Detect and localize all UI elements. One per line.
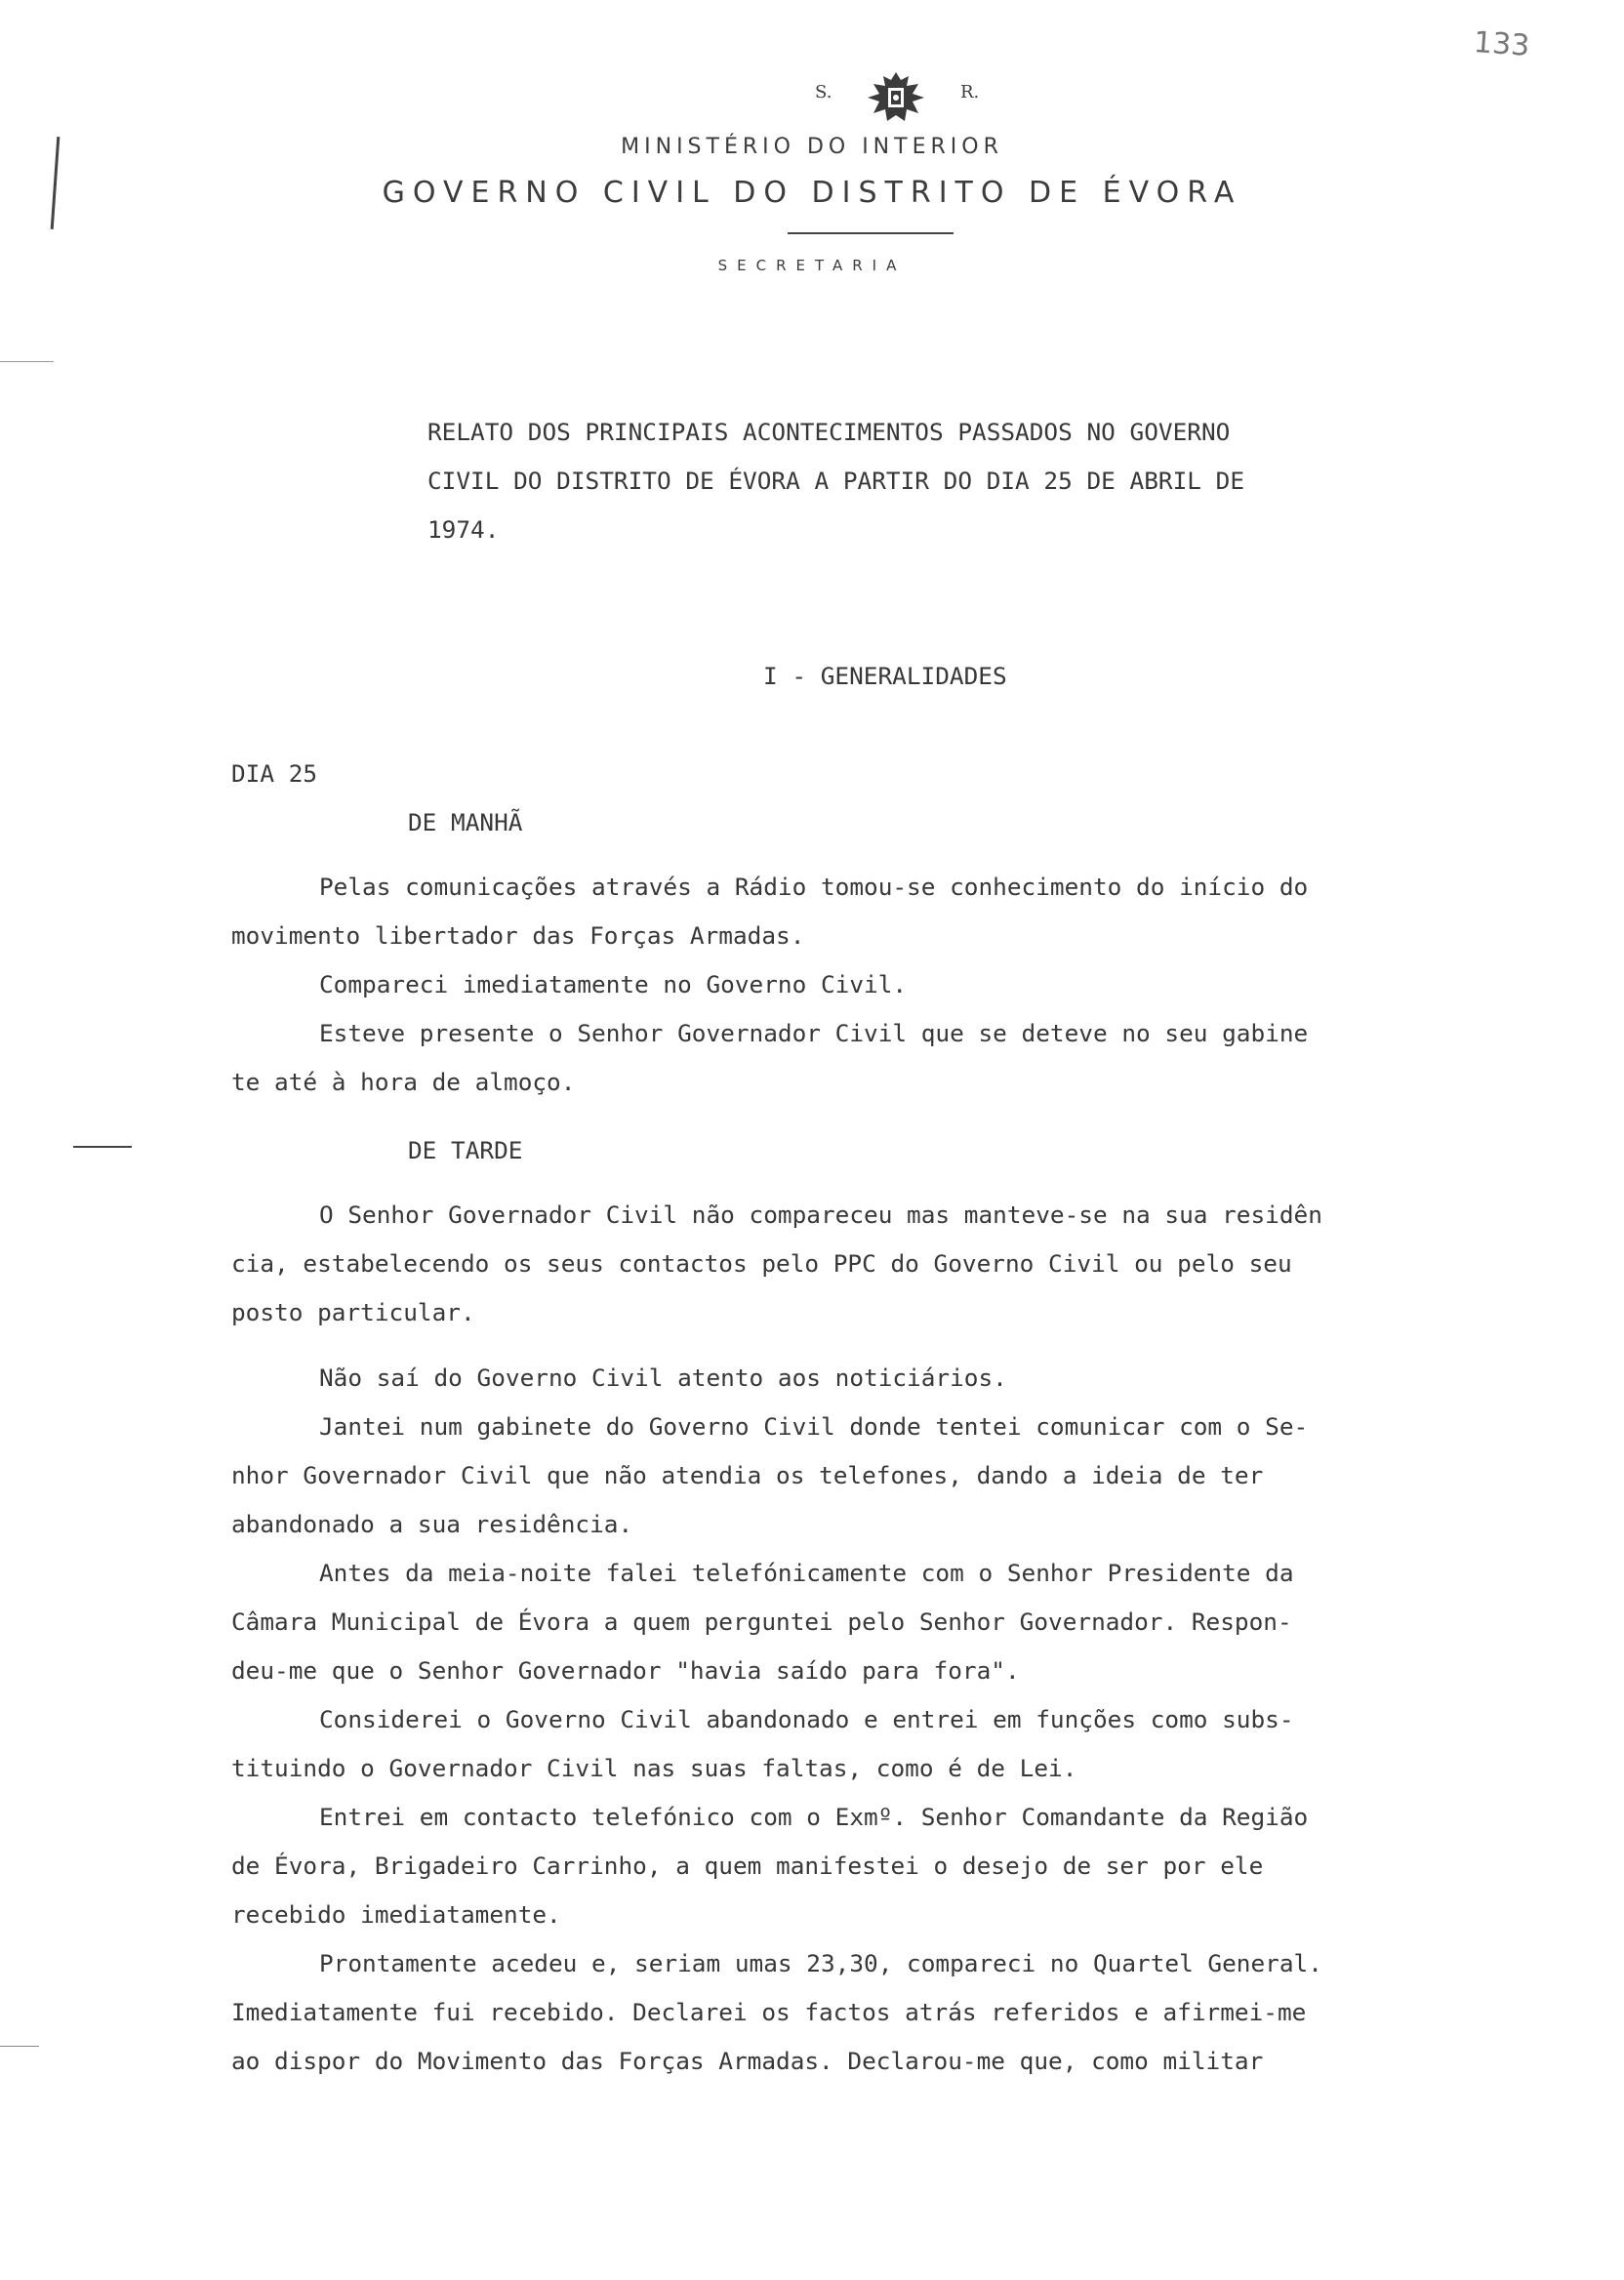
title-line: CIVIL DO DISTRITO DE ÉVORA A PARTIR DO DIA 25 DE ABRIL DE [427, 467, 1245, 495]
body-line: Não saí do Governo Civil atento aos noticiários. [319, 1364, 1007, 1392]
body-line: posto particular. [231, 1298, 475, 1326]
seal-right-label: R. [960, 82, 980, 102]
body-line: Jantei num gabinete do Governo Civil donde tentei comunicar com o Se- [319, 1412, 1309, 1441]
title-line: 1974. [427, 515, 500, 544]
body-line: Câmara Municipal de Évora a quem perguntei pelo Senhor Governador. Respon- [231, 1608, 1292, 1636]
body-line: Esteve presente o Senhor Governador Civil que se deteve no seu gabine [319, 1019, 1309, 1047]
body-line: tituindo o Governador Civil nas suas faltas, como é de Lei. [231, 1754, 1077, 1782]
body-line: Pelas comunicações através a Rádio tomou-se conhecimento do início do [319, 873, 1309, 901]
section-heading: I - GENERALIDADES [763, 662, 1007, 690]
body-line: Considerei o Governo Civil abandonado e entrei em funções como subs- [319, 1705, 1294, 1733]
body-line: movimento libertador das Forças Armadas. [231, 921, 805, 950]
body-line: Antes da meia-noite falei telefónicamente com o Senhor Presidente da [319, 1559, 1294, 1587]
body-line: Prontamente acedeu e, seriam umas 23,30, compareci no Quartel General. [319, 1949, 1322, 1977]
page-number: 133 [1472, 25, 1531, 63]
body-line: nhor Governador Civil que não atendia os telefones, dando a ideia de ter [231, 1461, 1264, 1489]
afternoon-heading: DE TARDE [408, 1136, 523, 1164]
body-line: te até à hora de almoço. [231, 1068, 576, 1096]
body-line: Compareci imediatamente no Governo Civil. [319, 970, 908, 998]
letterhead-seal-line [0, 70, 1624, 109]
body-line: abandonado a sua residência. [231, 1510, 633, 1538]
body-line: O Senhor Governador Civil não compareceu mas manteve-se na sua residên [319, 1201, 1322, 1229]
department-heading: SECRETARIA [717, 257, 907, 274]
scan-mark [0, 361, 54, 362]
body-line: recebido imediatamente. [231, 1900, 561, 1929]
body-line: deu-me que o Senhor Governador "havia saído para fora". [231, 1656, 1020, 1685]
day-heading: DIA 25 [231, 759, 318, 788]
header-divider [788, 232, 954, 234]
ministry-heading: MINISTÉRIO DO INTERIOR [621, 135, 1003, 159]
body-line: cia, estabelecendo os seus contactos pelo PPC do Governo Civil ou pelo seu [231, 1249, 1292, 1278]
body-line: Imediatamente fui recebido. Declarei os factos atrás referidos e afirmei-me [231, 1998, 1307, 2026]
title-line: RELATO DOS PRINCIPAIS ACONTECIMENTOS PASSADOS NO GOVERNO [427, 418, 1231, 446]
scan-mark [73, 1146, 132, 1148]
scan-mark [0, 2046, 39, 2047]
body-line: de Évora, Brigadeiro Carrinho, a quem manifestei o desejo de ser por ele [231, 1852, 1264, 1880]
morning-heading: DE MANHÃ [408, 808, 523, 836]
government-heading: GOVERNO CIVIL DO DISTRITO DE ÉVORA [382, 176, 1242, 210]
body-line: Entrei em contacto telefónico com o Exmº. Senhor Comandante da Região [319, 1803, 1309, 1831]
body-line: ao dispor do Movimento das Forças Armadas. Declarou-me que, como militar [231, 2047, 1264, 2075]
seal-left-label: S. [815, 82, 832, 102]
coat-of-arms-icon [862, 70, 930, 125]
